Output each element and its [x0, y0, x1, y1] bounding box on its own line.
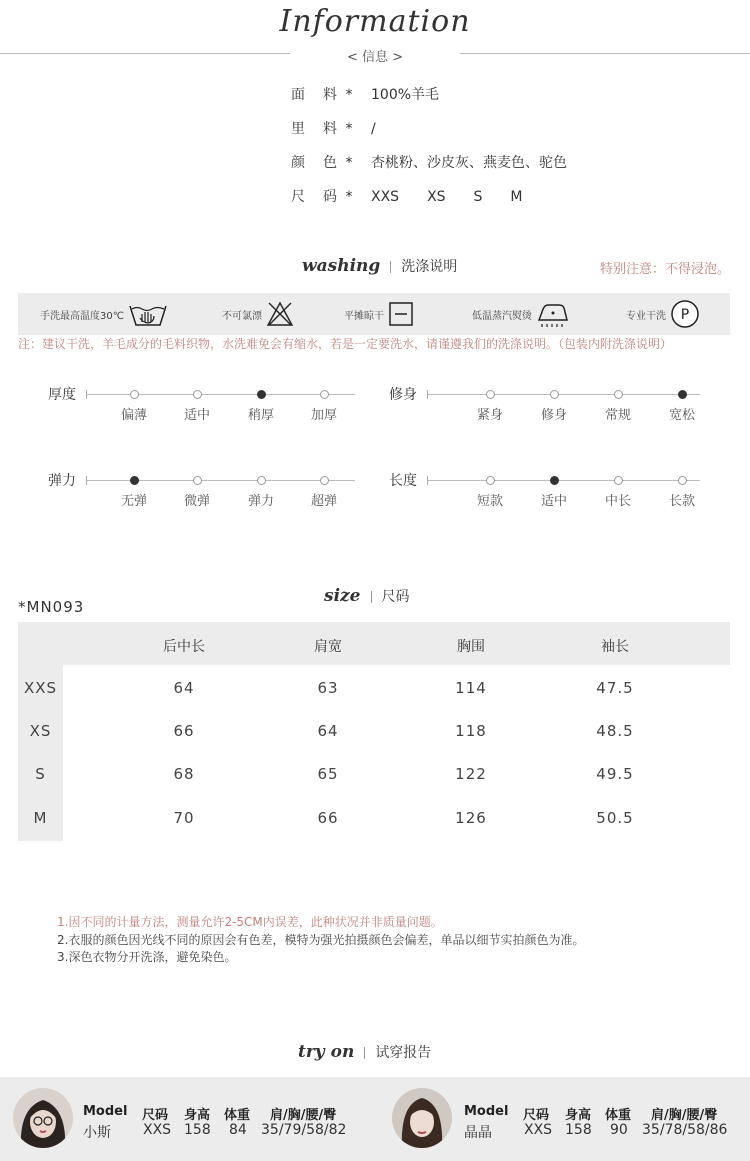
scale-option: 短款	[476, 494, 503, 509]
size-cell: 66	[317, 809, 339, 827]
scale-label-1: 修身	[389, 387, 417, 403]
model-header: 体重	[224, 1108, 251, 1123]
model-value: 158	[565, 1122, 592, 1138]
model-header: Model	[464, 1104, 509, 1119]
info-color: 颜 色 * 杏桃粉、沙皮灰、燕麦色、驼色	[291, 155, 567, 171]
washing-icons-bar	[18, 293, 730, 335]
scale-option: 超弹	[310, 494, 337, 509]
model-value: 35/79/58/82	[261, 1122, 347, 1138]
scale-dot	[614, 390, 623, 399]
scale-dot	[614, 476, 623, 485]
scale-start-tick	[86, 476, 87, 485]
scale-dot-selected	[257, 390, 266, 399]
scale-option: 微弹	[183, 494, 210, 509]
size-cell: 64	[317, 722, 339, 740]
size-cell: 47.5	[596, 679, 634, 697]
model-value: 小斯	[83, 1125, 111, 1141]
scale-start-tick	[427, 476, 428, 485]
scale-label-0: 厚度	[48, 387, 76, 403]
scale-dot	[320, 390, 329, 399]
model-header: 身高	[565, 1108, 592, 1123]
scale-dot-selected	[550, 476, 559, 485]
scale-option: 偏薄	[120, 408, 147, 423]
info-fabric: 面 料 * 100%羊毛	[291, 87, 440, 103]
size-row-label: S	[35, 765, 46, 783]
product-code: *MN093	[18, 598, 85, 616]
scale-option: 适中	[183, 408, 210, 423]
scale-dot	[486, 476, 495, 485]
model-value: XXS	[143, 1122, 172, 1138]
scale-option: 弹力	[247, 494, 274, 509]
washing-special-note: 特别注意：不得浸泡。	[600, 262, 731, 277]
scale-dot	[193, 390, 202, 399]
model-header: Model	[83, 1104, 128, 1119]
model-value: 35/78/58/86	[642, 1122, 728, 1138]
avatar-model-1	[13, 1088, 73, 1148]
dry-clean-p-icon	[670, 299, 700, 329]
info-lining: 里 料 * /	[291, 121, 376, 137]
size-cell: 118	[455, 722, 487, 740]
model-header: 身高	[184, 1108, 211, 1123]
model-value: XXS	[524, 1122, 553, 1138]
scale-option: 中长	[604, 494, 631, 509]
scale-option: 无弹	[120, 494, 147, 509]
wash-low-iron: 低温蒸汽熨烫	[472, 293, 570, 335]
size-col-header: 胸围	[457, 639, 485, 655]
model-header: 尺码	[142, 1108, 169, 1123]
size-cell: 126	[455, 809, 487, 827]
model-header: 肩/胸/腰/臀	[651, 1108, 718, 1123]
size-col-header: 肩宽	[314, 639, 342, 655]
scale-dot	[486, 390, 495, 399]
info-size: 尺 码 * XXS XS S M	[291, 189, 523, 205]
scale-dot	[130, 390, 139, 399]
scale-line-2	[86, 480, 355, 481]
scale-option: 常规	[604, 408, 631, 423]
size-cell: 49.5	[596, 765, 634, 783]
size-cell: 50.5	[596, 809, 634, 827]
size-cell: 65	[317, 765, 339, 783]
scale-dot	[257, 476, 266, 485]
size-col-header: 后中长	[163, 639, 205, 655]
wash-handwash: 手洗最高温度30℃	[40, 293, 168, 335]
note-1: 1.因不同的计量方法，测量允许2-5CM内误差，此种状况并非质量问题。	[57, 915, 443, 929]
page-subtitle: < 信息 >	[346, 50, 404, 65]
size-row-label: XS	[29, 722, 52, 740]
scale-dot-selected	[130, 476, 139, 485]
steam-iron-icon	[536, 300, 570, 328]
scale-option: 紧身	[476, 408, 503, 423]
note-2: 2.衣服的颜色因光线不同的原因会有色差，模特为强光拍摄颜色会偏差，单品以细节实拍颜色为准。	[57, 933, 585, 947]
flat-dry-icon	[388, 301, 414, 327]
note-3: 3.深色衣物分开洗涤，避免染色。	[57, 950, 237, 964]
scale-option: 适中	[540, 494, 567, 509]
size-cell: 70	[173, 809, 195, 827]
size-cell: 66	[173, 722, 195, 740]
avatar-model-2	[392, 1088, 452, 1148]
scale-option: 加厚	[310, 408, 337, 423]
size-cell: 64	[173, 679, 195, 697]
model-report-bar	[0, 1077, 750, 1161]
wash-flat-dry: 平摊晾干	[344, 293, 414, 335]
size-row-label: XXS	[23, 679, 58, 697]
no-bleach-icon	[266, 301, 294, 327]
scale-line-0	[86, 394, 355, 395]
scale-dot	[550, 390, 559, 399]
scale-dot	[320, 476, 329, 485]
tryon-heading: try on 试穿报告	[298, 1042, 432, 1062]
model-value: 158	[184, 1122, 211, 1138]
scale-start-tick	[86, 390, 87, 399]
scale-dot	[193, 476, 202, 485]
handwash-icon	[128, 300, 168, 328]
size-row-label: M	[33, 809, 48, 827]
model-header: 尺码	[523, 1108, 550, 1123]
scale-line-1	[427, 394, 700, 395]
size-cell: 114	[455, 679, 487, 697]
scale-dot	[678, 476, 687, 485]
size-col-header: 袖长	[601, 639, 629, 655]
model-value: 90	[610, 1122, 628, 1138]
scale-line-3	[427, 480, 700, 481]
size-cell: 122	[455, 765, 487, 783]
size-cell: 48.5	[596, 722, 634, 740]
scale-option: 修身	[540, 408, 567, 423]
scale-dot-selected	[678, 390, 687, 399]
scale-start-tick	[427, 390, 428, 399]
scale-option: 宽松	[668, 408, 695, 423]
size-cell: 63	[317, 679, 339, 697]
size-cell: 68	[173, 765, 195, 783]
page-title: Information	[279, 4, 471, 39]
scale-option: 长款	[668, 494, 695, 509]
wash-no-bleach: 不可氯漂	[222, 293, 294, 335]
scale-label-2: 弹力	[48, 473, 76, 489]
washing-heading: washing 洗涤说明	[302, 256, 458, 276]
model-value: 晶晶	[464, 1125, 492, 1141]
wash-dry-clean: 专业干洗 P	[626, 293, 700, 335]
scale-option: 稍厚	[247, 408, 274, 423]
scale-label-3: 长度	[389, 473, 417, 489]
svg-text:P: P	[680, 307, 690, 323]
washing-note: 注：建议干洗，羊毛成分的毛料织物，水洗难免会有缩水，若是一定要洗水，请谨遵我们的洗涤说明。（包装内附洗涤说明）	[18, 337, 673, 351]
model-header: 体重	[605, 1108, 632, 1123]
size-heading: size 尺码	[324, 586, 410, 606]
model-header: 肩/胸/腰/臀	[270, 1108, 337, 1123]
model-value: 84	[229, 1122, 247, 1138]
